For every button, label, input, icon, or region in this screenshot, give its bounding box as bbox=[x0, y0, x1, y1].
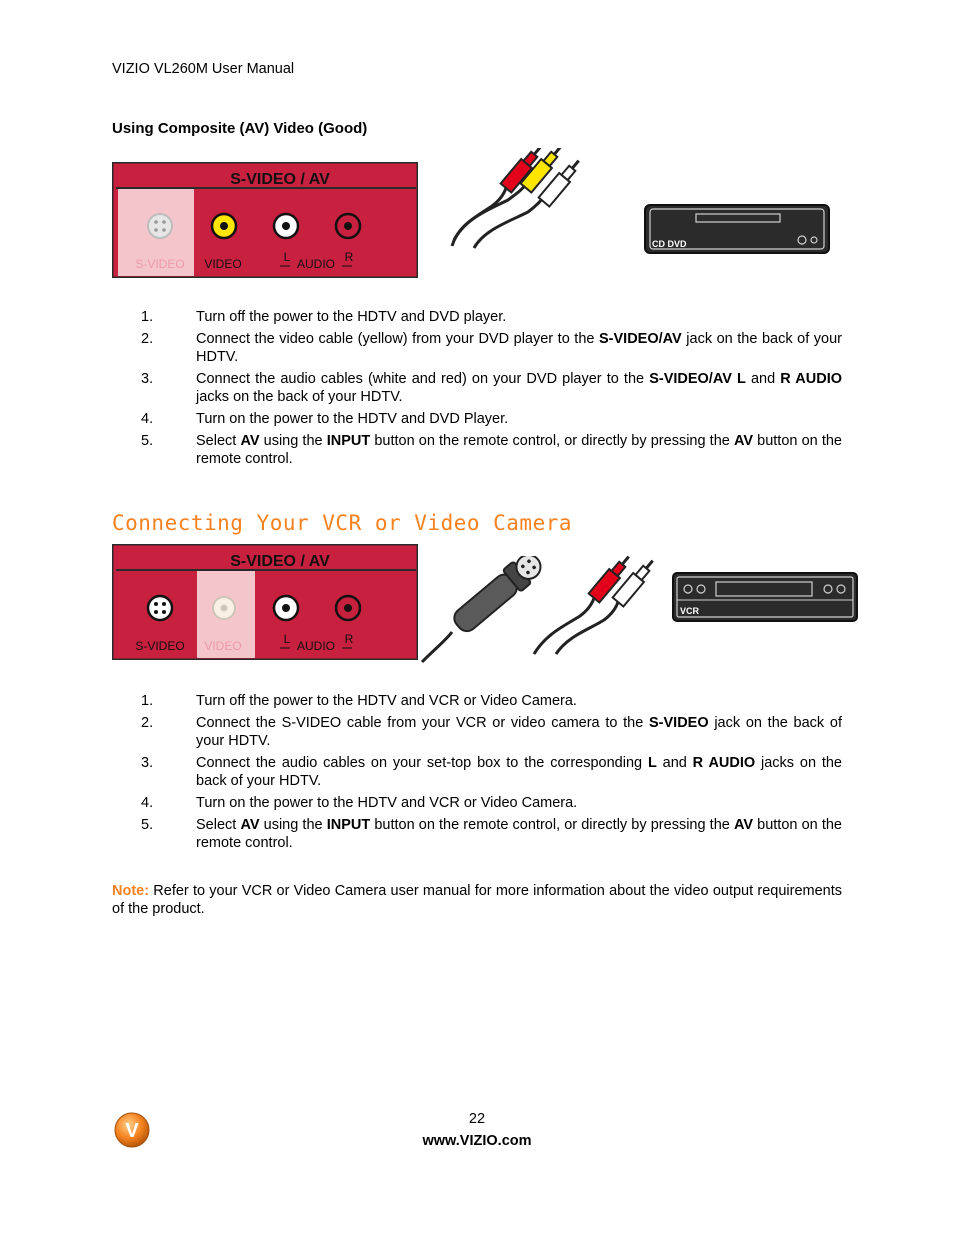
dvd-label: CD DVD bbox=[652, 239, 687, 249]
label-svideo: S-VIDEO bbox=[135, 639, 185, 653]
note-paragraph bbox=[112, 882, 842, 918]
step-item: 4. Turn on the power to the HDTV and DVD Player. bbox=[141, 411, 509, 427]
audio-l-jack bbox=[274, 214, 298, 238]
panel-title: S-VIDEO / AV bbox=[230, 171, 330, 188]
logo-letter: V bbox=[125, 1120, 139, 1142]
svideo-jack bbox=[148, 214, 172, 238]
av-panel-svideo bbox=[112, 544, 418, 660]
audio-r-jack bbox=[336, 214, 360, 238]
svideo-jack bbox=[148, 596, 172, 620]
video-jack-yellow bbox=[212, 214, 236, 238]
label-video: VIDEO bbox=[204, 639, 242, 653]
website-link[interactable]: www.VIZIO.com bbox=[422, 1133, 532, 1149]
vcr-label: VCR bbox=[680, 606, 700, 616]
manual-title: VIZIO VL260M User Manual bbox=[112, 61, 295, 77]
step-item: 5. Select AV using the INPUT button on the remote control, or directly by pressing the AV button on the remote control. bbox=[141, 433, 842, 467]
steps-composite bbox=[112, 308, 842, 472]
step-item: 3. Connect the audio cables on your set-top box to the corresponding L and R AUDIO jacks on the back of your HDTV. bbox=[141, 755, 842, 789]
panel-title: S-VIDEO / AV bbox=[230, 553, 330, 570]
vcr-icon bbox=[672, 572, 858, 622]
label-audio: AUDIO bbox=[296, 257, 336, 271]
video-jack bbox=[213, 597, 235, 619]
page-number: 22 bbox=[468, 1111, 486, 1127]
note-label: Note: bbox=[112, 883, 150, 899]
label-video: VIDEO bbox=[204, 257, 242, 271]
audio-r-jack bbox=[336, 596, 360, 620]
rca-cable-icon bbox=[444, 148, 580, 252]
label-r: R bbox=[344, 632, 354, 646]
label-r: R bbox=[344, 250, 354, 264]
step-item: 3. Connect the audio cables (white and red) on your DVD player to the S-VIDEO/AV L and R AUDIO jacks on the back of your HDTV. bbox=[141, 371, 843, 405]
section-heading-vcr: Connecting Your VCR or Video Camera bbox=[112, 511, 573, 535]
section-heading-composite: Using Composite (AV) Video (Good) bbox=[112, 120, 368, 137]
dvd-player-icon bbox=[644, 204, 830, 254]
audio-cable-icon bbox=[530, 554, 658, 658]
step-item: 5. Select AV using the INPUT button on the remote control, or directly by pressing the AV button on the remote control. bbox=[141, 817, 842, 851]
note-text: Refer to your VCR or Video Camera user manual for more information about the video output requirements of the product. bbox=[112, 883, 842, 917]
label-l: L bbox=[283, 250, 291, 264]
av-panel-composite bbox=[112, 162, 418, 278]
steps-vcr bbox=[112, 692, 842, 856]
label-audio: AUDIO bbox=[296, 639, 336, 653]
step-item: 4. Turn on the power to the HDTV and VCR or Video Camera. bbox=[141, 795, 578, 811]
audio-l-jack bbox=[274, 596, 298, 620]
step-item: 2. Connect the video cable (yellow) from your DVD player to the S-VIDEO/AV jack on the back of your HDTV. bbox=[141, 331, 843, 365]
step-item: 2. Connect the S-VIDEO cable from your VCR or video camera to the S-VIDEO jack on the back of your HDTV. bbox=[141, 715, 842, 749]
label-svideo: S-VIDEO bbox=[135, 257, 185, 271]
label-l: L bbox=[283, 632, 291, 646]
step-item: 1. Turn off the power to the HDTV and VCR or Video Camera. bbox=[141, 693, 577, 709]
step-item: 1. Turn off the power to the HDTV and DVD player. bbox=[141, 309, 507, 325]
